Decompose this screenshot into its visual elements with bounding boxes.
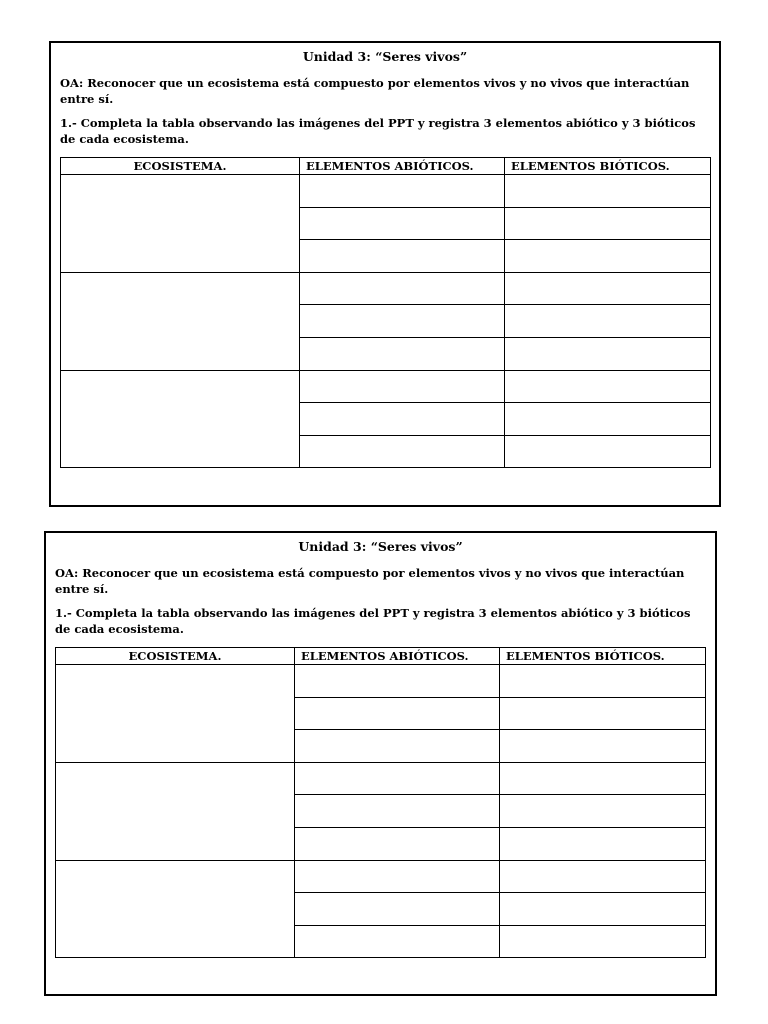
header-abioticos: ELEMENTOS ABIÓTICOS. bbox=[300, 158, 505, 175]
biotic-cell[interactable] bbox=[505, 305, 711, 338]
biotic-cell[interactable] bbox=[505, 240, 711, 273]
worksheet-card-1 bbox=[49, 41, 721, 507]
table-header-row bbox=[56, 648, 706, 665]
table-header-row bbox=[61, 158, 711, 175]
biotic-cell[interactable] bbox=[500, 665, 706, 698]
biotic-cell[interactable] bbox=[500, 925, 706, 958]
ecosystem-cell-2[interactable] bbox=[56, 762, 295, 860]
table-row bbox=[61, 370, 711, 403]
learning-objective: OA: Reconocer que un ecosistema está compuesto por elementos vivos y no vivos que interactúan entre sí. bbox=[55, 566, 685, 596]
abiotic-cell[interactable] bbox=[295, 697, 500, 730]
abiotic-cell[interactable] bbox=[295, 827, 500, 860]
ecosystem-table bbox=[60, 157, 711, 468]
worksheet-card-2 bbox=[44, 531, 717, 996]
ecosystem-cell-1[interactable] bbox=[61, 175, 300, 273]
abiotic-cell[interactable] bbox=[300, 175, 505, 208]
worksheet-title: Unidad 3: “Seres vivos” bbox=[298, 539, 463, 554]
header-ecosistema: ECOSISTEMA. bbox=[61, 158, 300, 175]
instruction-text: 1.- Completa la tabla observando las imágenes del PPT y registra 3 elementos abiótico y 3 bióticos de cada ecosistema. bbox=[55, 606, 691, 636]
header-bioticos: ELEMENTOS BIÓTICOS. bbox=[505, 158, 711, 175]
biotic-cell[interactable] bbox=[500, 827, 706, 860]
abiotic-cell[interactable] bbox=[300, 435, 505, 468]
biotic-cell[interactable] bbox=[505, 207, 711, 240]
biotic-cell[interactable] bbox=[500, 762, 706, 795]
abiotic-cell[interactable] bbox=[300, 272, 505, 305]
abiotic-cell[interactable] bbox=[300, 370, 505, 403]
biotic-cell[interactable] bbox=[500, 730, 706, 763]
abiotic-cell[interactable] bbox=[295, 762, 500, 795]
biotic-cell[interactable] bbox=[505, 370, 711, 403]
biotic-cell[interactable] bbox=[500, 893, 706, 926]
abiotic-cell[interactable] bbox=[300, 403, 505, 436]
learning-objective: OA: Reconocer que un ecosistema está compuesto por elementos vivos y no vivos que interactúan entre sí. bbox=[60, 76, 690, 106]
header-abioticos: ELEMENTOS ABIÓTICOS. bbox=[295, 648, 500, 665]
ecosystem-table bbox=[55, 647, 706, 958]
biotic-cell[interactable] bbox=[500, 860, 706, 893]
table-row bbox=[56, 860, 706, 893]
abiotic-cell[interactable] bbox=[300, 305, 505, 338]
biotic-cell[interactable] bbox=[505, 435, 711, 468]
table-row bbox=[61, 175, 711, 208]
ecosystem-cell-3[interactable] bbox=[56, 860, 295, 958]
abiotic-cell[interactable] bbox=[295, 860, 500, 893]
biotic-cell[interactable] bbox=[505, 175, 711, 208]
header-ecosistema: ECOSISTEMA. bbox=[56, 648, 295, 665]
biotic-cell[interactable] bbox=[500, 795, 706, 828]
abiotic-cell[interactable] bbox=[295, 730, 500, 763]
abiotic-cell[interactable] bbox=[295, 665, 500, 698]
header-bioticos: ELEMENTOS BIÓTICOS. bbox=[500, 648, 706, 665]
worksheet-title: Unidad 3: “Seres vivos” bbox=[302, 49, 468, 64]
instruction-text: 1.- Completa la tabla observando las imágenes del PPT y registra 3 elementos abiótico y 3 bióticos de cada ecosistema. bbox=[60, 116, 696, 146]
table-row bbox=[56, 762, 706, 795]
ecosystem-cell-1[interactable] bbox=[56, 665, 295, 763]
biotic-cell[interactable] bbox=[505, 337, 711, 370]
abiotic-cell[interactable] bbox=[300, 207, 505, 240]
biotic-cell[interactable] bbox=[505, 403, 711, 436]
abiotic-cell[interactable] bbox=[295, 893, 500, 926]
biotic-cell[interactable] bbox=[505, 272, 711, 305]
table-row bbox=[56, 665, 706, 698]
abiotic-cell[interactable] bbox=[300, 240, 505, 273]
ecosystem-cell-2[interactable] bbox=[61, 272, 300, 370]
abiotic-cell[interactable] bbox=[295, 925, 500, 958]
abiotic-cell[interactable] bbox=[300, 337, 505, 370]
table-row bbox=[61, 272, 711, 305]
biotic-cell[interactable] bbox=[500, 697, 706, 730]
ecosystem-cell-3[interactable] bbox=[61, 370, 300, 468]
abiotic-cell[interactable] bbox=[295, 795, 500, 828]
